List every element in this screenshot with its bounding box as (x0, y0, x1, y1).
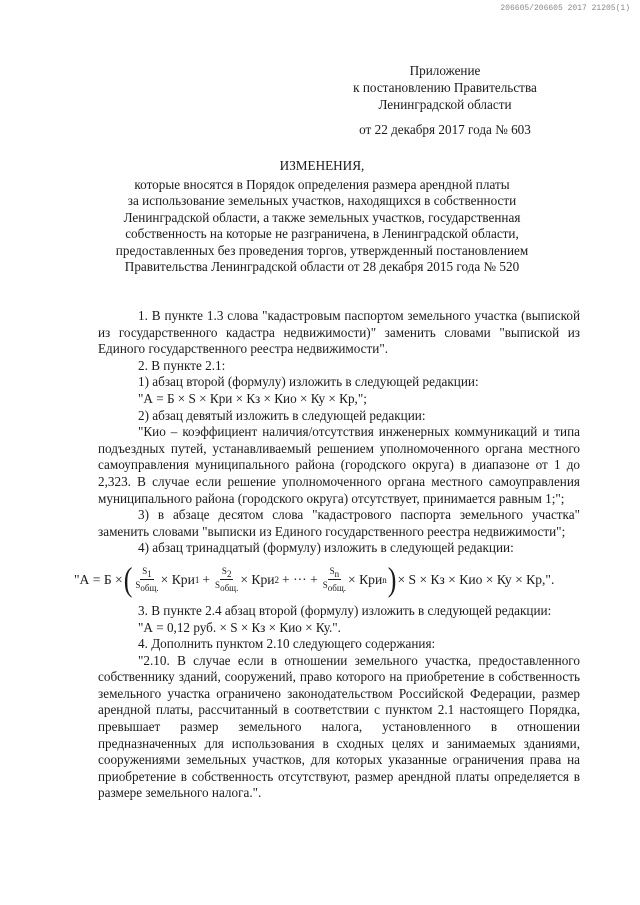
paragraph: 2. В пункте 2.1: (138, 357, 226, 373)
paragraph: 4. Дополнить пунктом 2.10 следующего содержания: (138, 636, 436, 652)
document-body (74, 308, 580, 802)
paragraph: 2) абзац девятый изложить в следующей редакции: (138, 407, 426, 423)
paragraph: 4) абзац тринадцатый (формулу) изложить в следующей редакции: (138, 540, 514, 556)
formula-start: "А = Б × (74, 571, 123, 587)
fraction-2: $\frac{S2}{\text{Sобщ.}}$ (215, 565, 239, 594)
heading-line: предоставленных без проведения торгов, утвержденный постановлением (115, 242, 529, 258)
appendix-block (300, 62, 590, 138)
heading-line: которые вносятся в Порядок определения размера арендной платы (134, 176, 510, 192)
paragraph: "Кио – коэффициент наличия/отсутствия инженерных коммуникаций и типа подъездных путей, устанавливаемый решением уполномоченного органа местного самоуправления муниципального района (городского округа) в диапазоне от 1 до 2,323. В случае если решение уполномоченного органа местного самоуправления муниципального района (городского округа) отсутствует, принимается равным 1;"; (98, 424, 580, 506)
rent-formula: "А = Б × ( $\frac{S1}{\text{Sобщ.}}$ × Кри 1 + $\frac{S2}{\text{Sобщ.}}$ × Кри 2 + ··· + $\frac{Sn}{\text{Sобщ.}}$ × Кри n ) × S × Кз × Кио × Ку × Кр,". (74, 560, 555, 599)
document-heading (72, 158, 572, 276)
heading-line: за использование земельных участков, находящихся в собственности (127, 193, 517, 208)
heading-line: Ленинградской области, а также земельных участков, государственная (123, 209, 521, 225)
formula-text: "А = Б × S × Кри × Кз × Кио × Ку × Кр,"; (138, 390, 367, 406)
paragraph: 3) в абзаце десятом слова "кадастрового паспорта земельного участка" заменить словами "выписки из Единого государственного реестра недвижимости"; (98, 507, 580, 539)
fraction-n: $\frac{Sn}{\text{Sобщ.}}$ (322, 565, 347, 594)
formula-text: "А = 0,12 руб. × S × Кз × Кио × Ку.". (138, 619, 341, 635)
paragraph: "2.10. В случае если в отношении земельного участка, предоставленного собственнику зданий, сооружений, право которого на приобретение в собственность земельного участка ограничено законодательством Российской Федерации, размер арендной платы, рассчитанный в соответствии с пунктом 2.1 настоящего Порядка, превышает размер земельного налога, установленного в отношении предназначенных для использования в сходных целях и занимаемых зданиями, сооружениями земельных участков, для которых указанные ограничения права на приобретение в собственность отсутствуют, размер арендной платы определяется в размере земельного налога.". (98, 652, 580, 801)
heading-line: собственность на которые не разграничена, в Ленинградской области, (125, 226, 519, 241)
fraction-1: $\frac{S1}{\text{Sобщ.}}$ (135, 565, 159, 594)
formula-end: × S × Кз × Кио × Ку × Кр,". (397, 571, 555, 587)
paragraph: 1. В пункте 1.3 слова "кадастровым паспортом земельного участка (выпиской из государственного кадастра недвижимости)" заменить словами "выпиской из Единого государственного реестра недвижимости". (98, 308, 580, 357)
paragraph: 3. В пункте 2.4 абзац второй (формулу) изложить в следующей редакции: (138, 602, 552, 618)
heading-line: Правительства Ленинградской области от 28 декабря 2015 года № 520 (124, 259, 520, 274)
document-stamp: 206605/206605 2017 21205(1) (500, 4, 630, 13)
appendix-line: Ленинградской области (378, 97, 512, 112)
paragraph: 1) абзац второй (формулу) изложить в следующей редакции: (138, 374, 479, 390)
appendix-line: Приложение (409, 63, 481, 78)
heading-title: ИЗМЕНЕНИЯ, (279, 158, 365, 173)
appendix-line: к постановлению Правительства (353, 80, 537, 95)
appendix-date: от 22 декабря 2017 года № 603 (359, 122, 531, 137)
